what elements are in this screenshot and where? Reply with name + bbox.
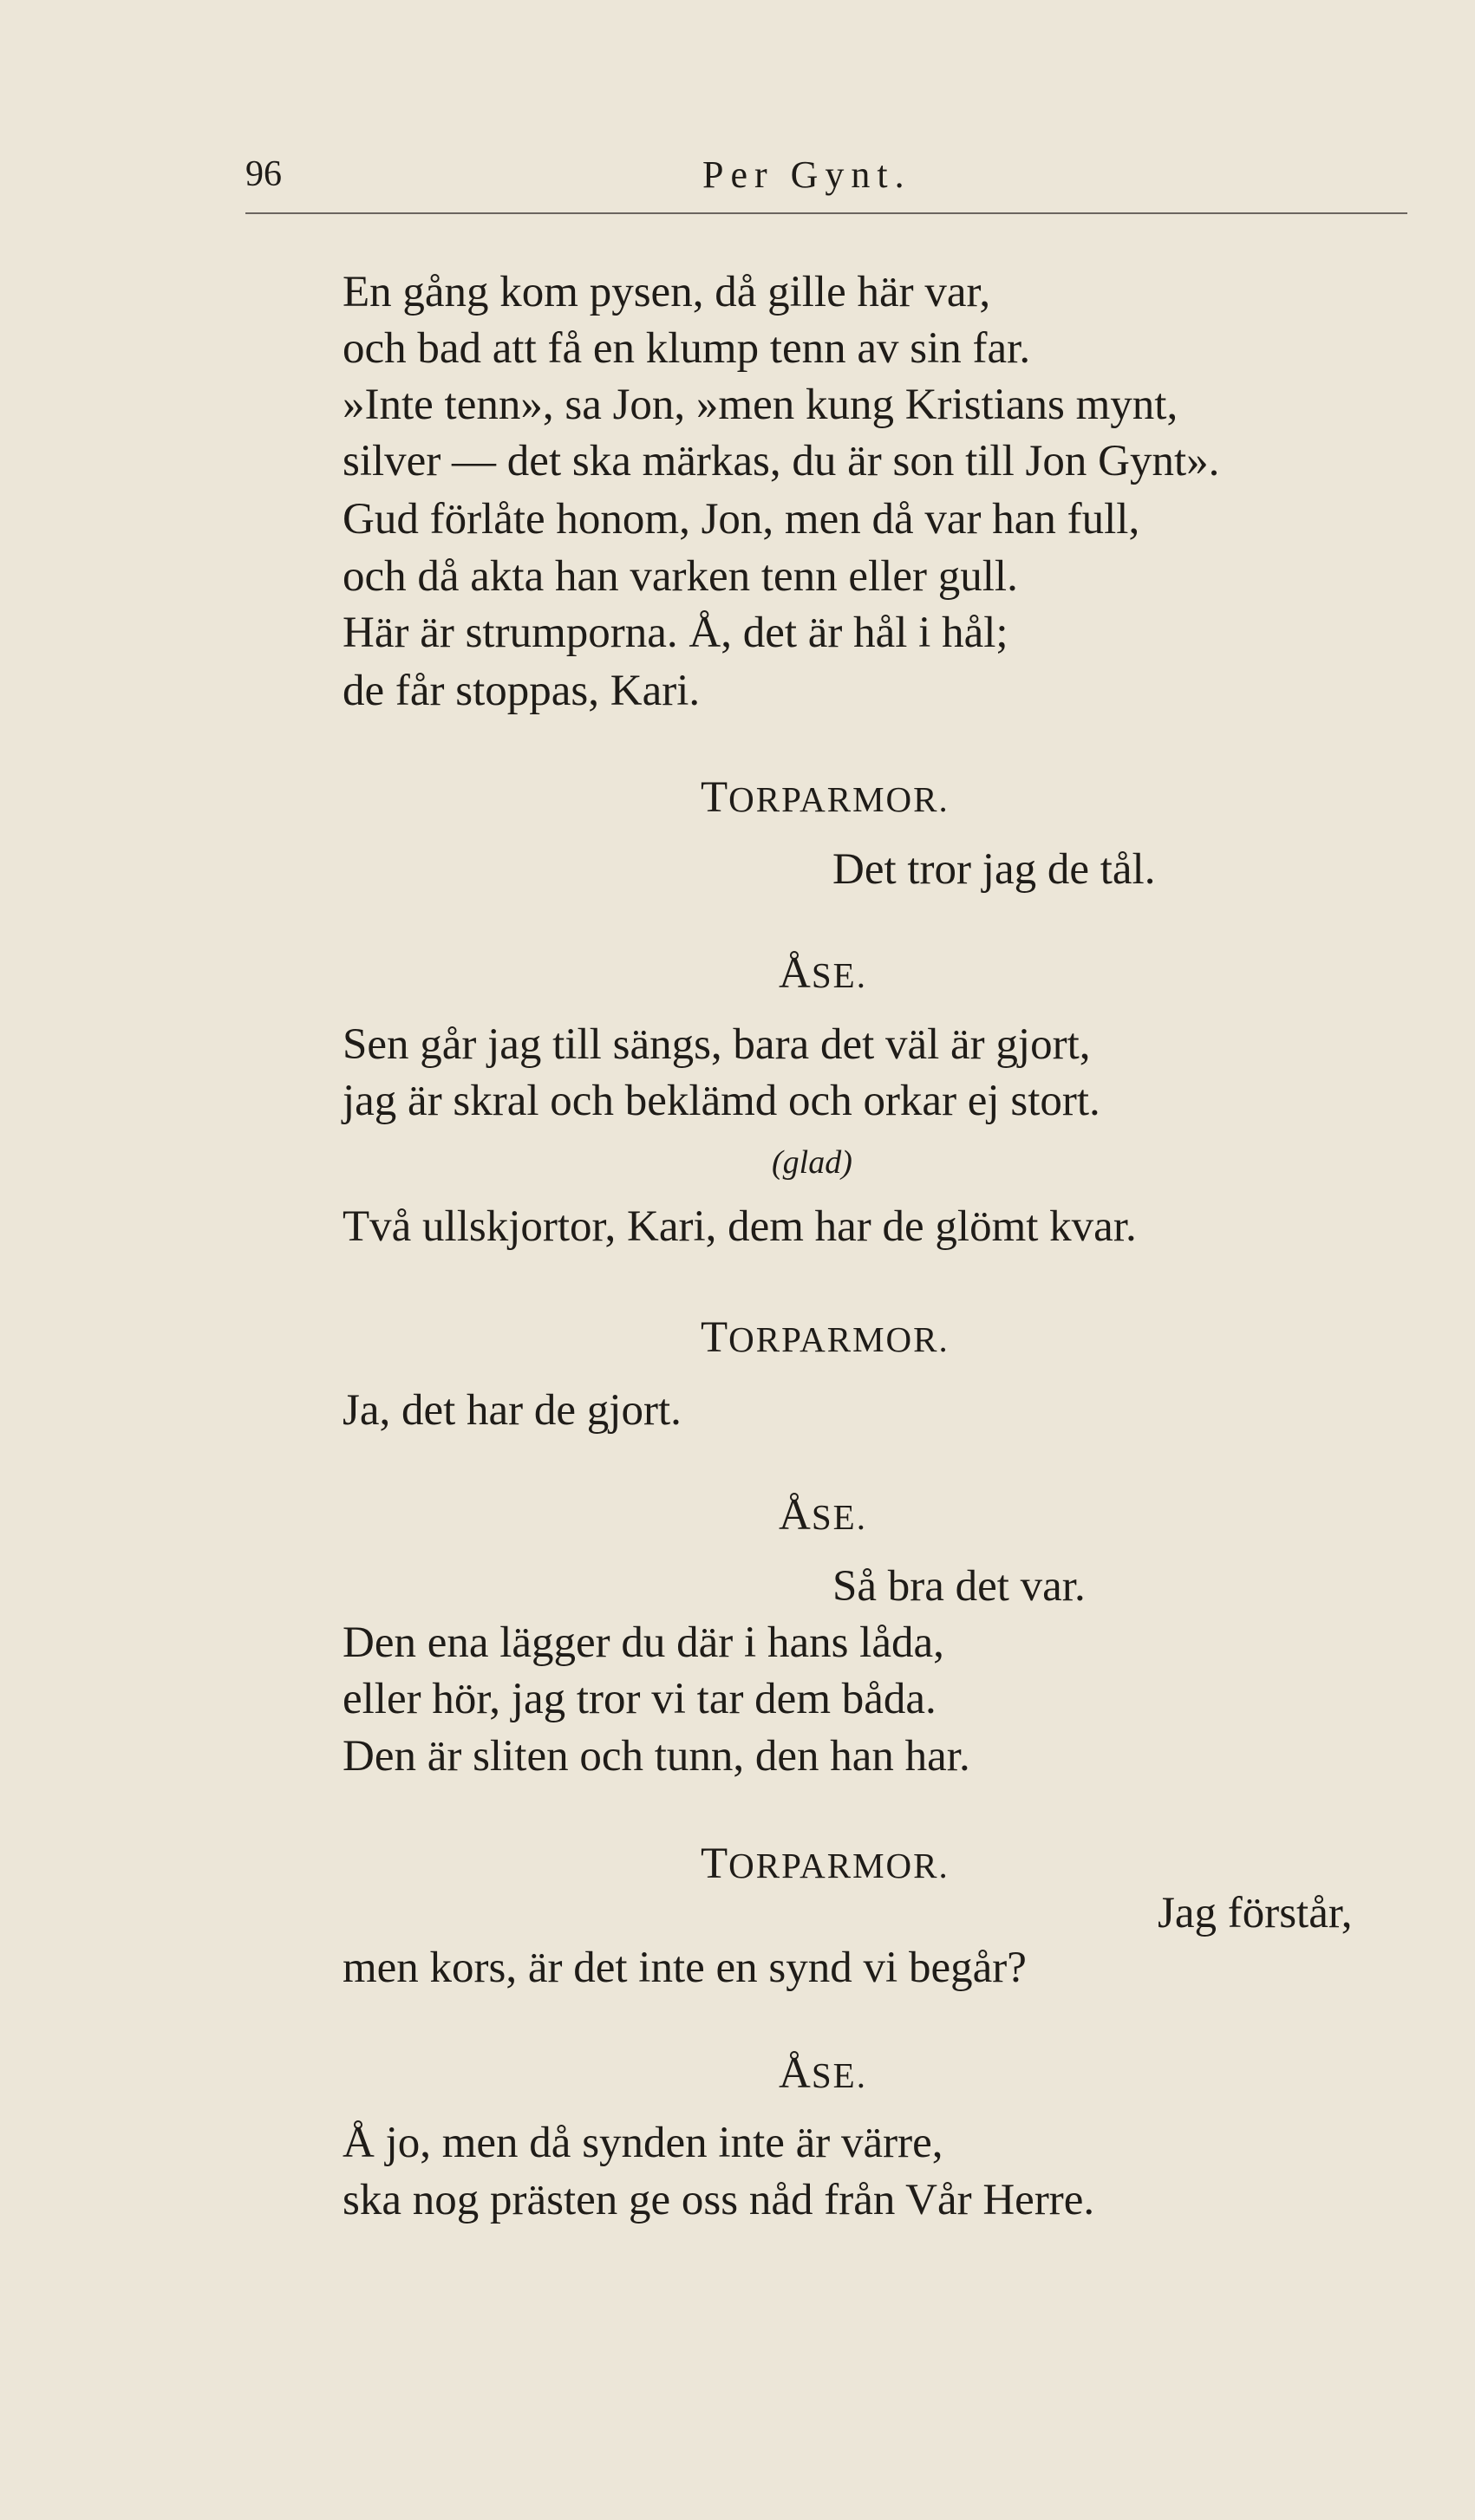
verse-line: Gud förlåte honom, Jon, men då var han full, — [343, 495, 1140, 544]
verse-line: »Inte tenn», sa Jon, »men kung Kristians mynt, — [343, 381, 1178, 429]
verse-line: jag är skral och beklämd och orkar ej stort. — [343, 1077, 1100, 1125]
verse-line: Ja, det har de gjort. — [343, 1386, 682, 1435]
verse-line: Jag förstår, — [1158, 1889, 1353, 1937]
verse-line: Så bra det var. — [832, 1562, 1086, 1611]
verse-line: Det tror jag de tål. — [832, 845, 1156, 894]
verse-line: ska nog prästen ge oss nåd från Vår Herre. — [343, 2176, 1095, 2224]
verse-line: Den är sliten och tunn, den han har. — [343, 1732, 970, 1781]
speaker-torparmor: TORPARMOR. — [701, 773, 950, 822]
verse-line: silver — det ska märkas, du är son till Jon Gynt». — [343, 437, 1220, 485]
speaker-ase: ÅSE. — [779, 1491, 867, 1540]
speaker-ase: ÅSE. — [779, 2049, 867, 2098]
speaker-torparmor: TORPARMOR. — [701, 1313, 950, 1362]
verse-line: Två ullskjortor, Kari, dem har de glömt kvar. — [343, 1202, 1137, 1251]
running-title: Per Gynt. — [702, 153, 911, 196]
verse-line: men kors, är det inte en synd vi begår? — [343, 1944, 1027, 1992]
verse-line: Å jo, men då synden inte är värre, — [343, 2119, 943, 2167]
speaker-ase: ÅSE. — [779, 949, 867, 998]
verse-line: En gång kom pysen, då gille här var, — [343, 268, 991, 316]
page-header — [0, 0, 1475, 225]
verse-line: Sen går jag till sängs, bara det väl är gjort, — [343, 1020, 1091, 1069]
stage-direction: (glad) — [772, 1144, 852, 1181]
verse-line: och bad att få en klump tenn av sin far. — [343, 324, 1031, 373]
page-number: 96 — [245, 154, 282, 194]
verse-line: Här är strumporna. Å, det är hål i hål; — [343, 609, 1008, 657]
header-rule — [245, 212, 1407, 214]
speaker-torparmor: TORPARMOR. — [701, 1840, 950, 1888]
verse-line: och då akta han varken tenn eller gull. — [343, 552, 1018, 601]
verse-line: Den ena lägger du där i hans låda, — [343, 1618, 944, 1667]
verse-line: de får stoppas, Kari. — [343, 667, 701, 715]
verse-line: eller hör, jag tror vi tar dem båda. — [343, 1675, 937, 1723]
